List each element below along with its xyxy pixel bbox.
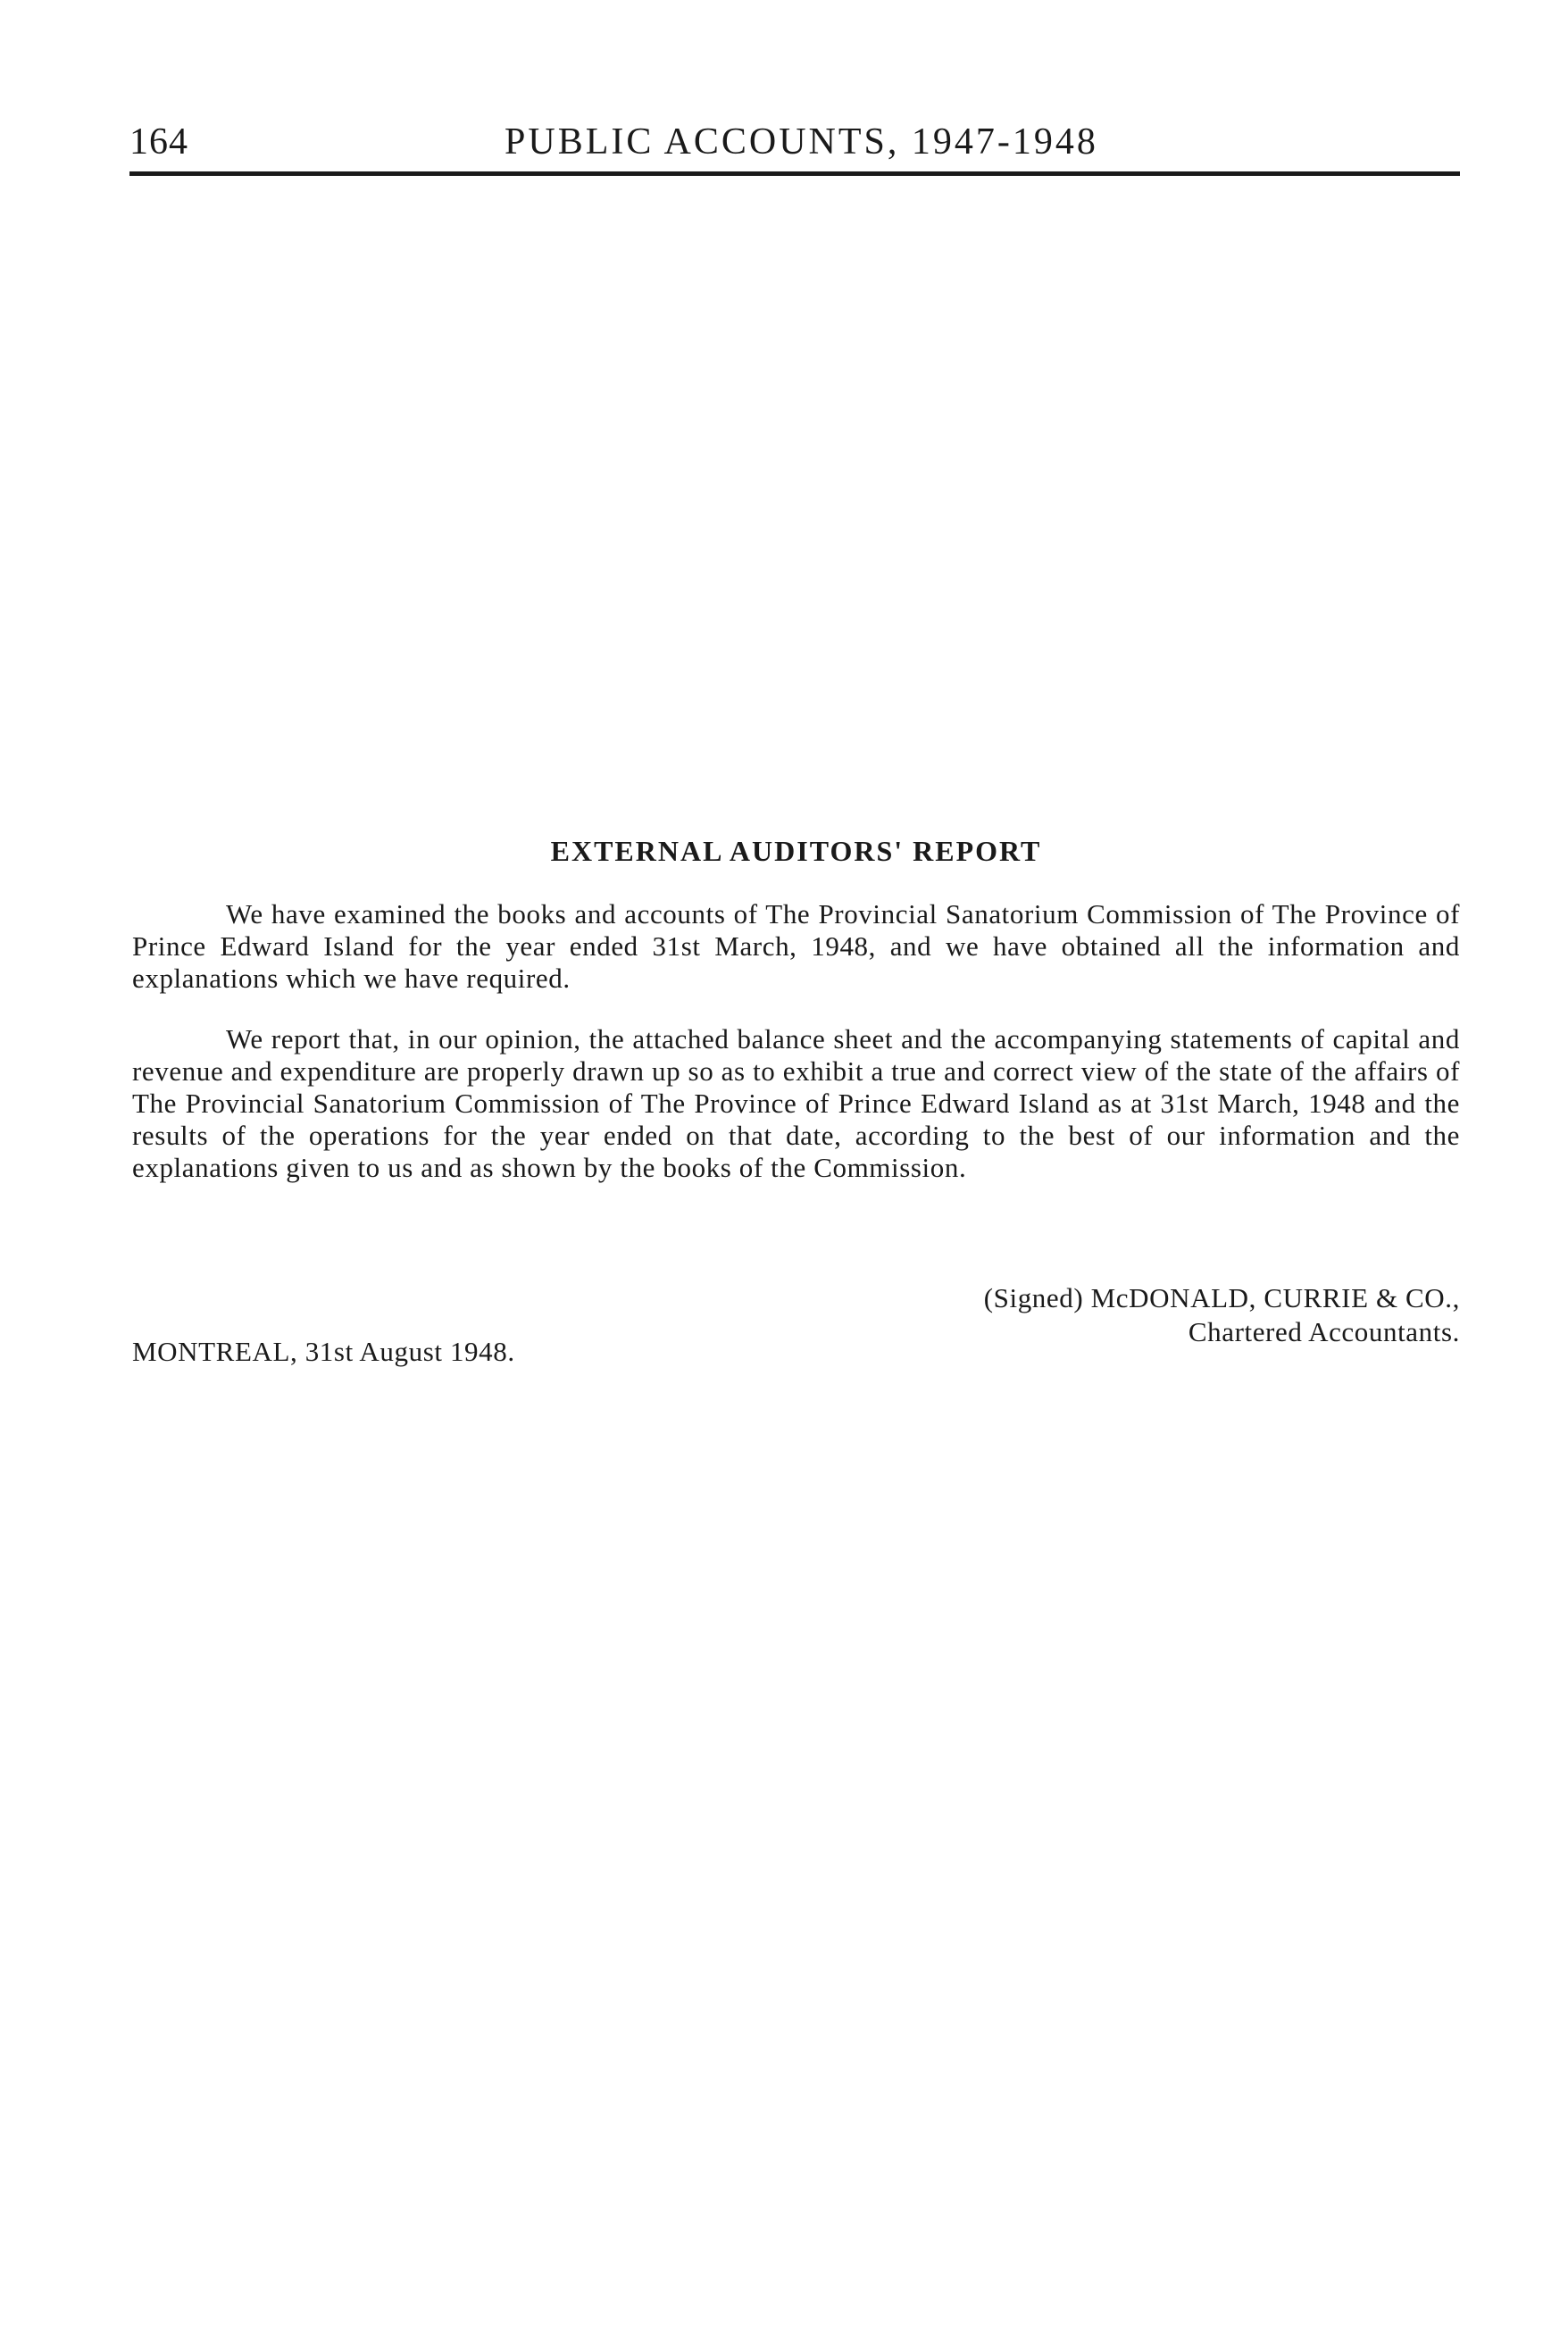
page-number: 164 (129, 121, 188, 163)
header-rule (129, 171, 1460, 176)
report-title: EXTERNAL AUDITORS' REPORT (550, 835, 1042, 867)
running-head (129, 112, 1460, 165)
report-paragraph-2: We report that, in our opinion, the attached balance sheet and the accompanying statements of capital and revenue and expenditure are properly drawn up so as to exhibit a true and correct view of the state of the affairs of The Provincial Sanatorium Commission of The Province of Prince Edward Island as at 31st March, 1948 and the results of the operations for the year ended on that date, according to the best of our information and the explanations given to us and as shown by the books of the Commission. (132, 1023, 1460, 1183)
signatory: (Signed) McDONALD, CURRIE & CO., (983, 1282, 1460, 1313)
place-and-date: MONTREAL, 31st August 1948. (132, 1336, 515, 1367)
report-paragraph-1: We have examined the books and accounts of The Provincial Sanatorium Commission of The Province of Prince Edward Island for the year ended 31st March, 1948, and we have obtained all the information and explanations which we have required. (132, 898, 1460, 994)
running-title: PUBLIC ACCOUNTS, 1947-1948 (505, 121, 1098, 163)
auditors-report (132, 835, 1460, 1213)
signature-block (777, 1281, 1460, 1349)
signatory-designation: Chartered Accountants. (1188, 1316, 1460, 1347)
